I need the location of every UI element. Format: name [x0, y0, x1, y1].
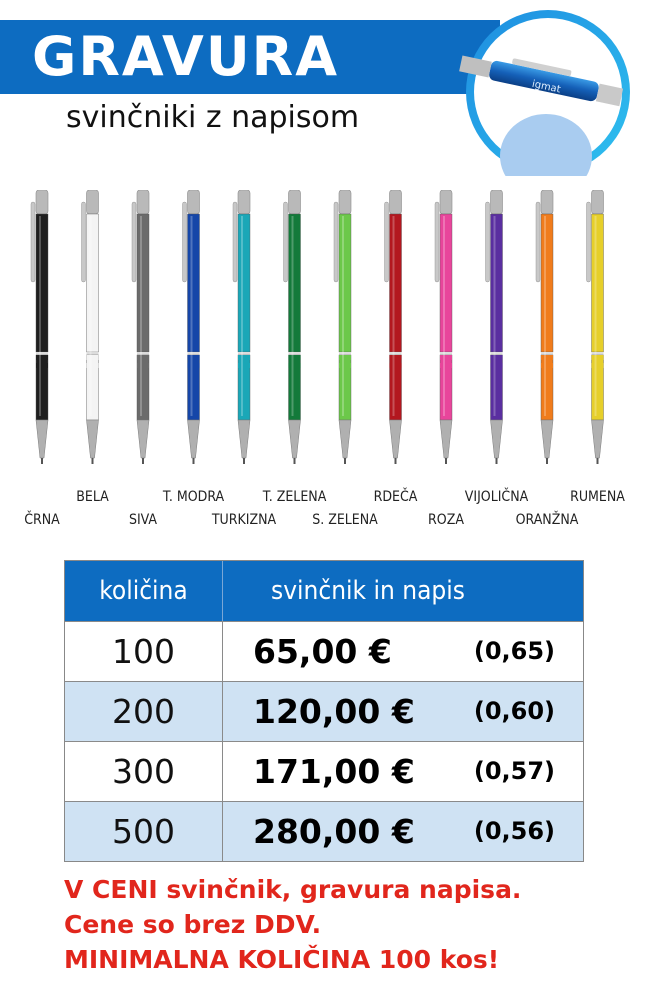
page-title: GRAVURA	[32, 25, 340, 88]
pen-label: RUMENA	[570, 489, 625, 505]
row-quantity: 100	[65, 622, 223, 681]
header-pen-and-text: svinčnik in napis	[271, 576, 465, 606]
row-price: 280,00 €	[253, 812, 415, 851]
table-row	[65, 681, 583, 741]
engraved-pen-badge	[448, 6, 644, 176]
pen-1	[82, 190, 99, 464]
pen-label: ČRNA	[24, 512, 60, 528]
pen-label: RDEČA	[373, 489, 418, 505]
table-row	[65, 801, 583, 861]
row-price: 171,00 €	[253, 752, 415, 791]
row-price: 120,00 €	[253, 692, 415, 731]
pen-row	[0, 190, 650, 490]
pen-9	[486, 190, 503, 464]
price-table	[64, 560, 584, 862]
row-unit-price: (0,65)	[473, 637, 555, 665]
pen-label: ORANŽNA	[515, 512, 579, 528]
pen-0	[31, 190, 48, 464]
note-minimum-quantity: MINIMALNA KOLIČINA 100 kos!	[64, 945, 500, 974]
note-price-includes: V CENI svinčnik, gravura napisa.	[64, 875, 522, 904]
pen-6	[334, 190, 351, 464]
header-quantity: količina	[65, 561, 223, 621]
row-quantity: 300	[65, 742, 223, 801]
page-subtitle: svinčniki z napisom	[66, 100, 360, 135]
row-quantity: 200	[65, 682, 223, 741]
pen-label: T. ZELENA	[262, 489, 327, 505]
table-row	[65, 621, 583, 681]
pen-label: BELA	[76, 489, 109, 505]
pen-label: VIJOLIČNA	[464, 489, 529, 505]
pen-colors	[0, 190, 650, 490]
pen-11	[587, 190, 604, 464]
row-unit-price: (0,57)	[473, 757, 555, 785]
pen-4	[233, 190, 250, 464]
pen-label: ROZA	[428, 512, 464, 528]
row-unit-price: (0,56)	[473, 817, 555, 845]
pen-3	[183, 190, 200, 464]
notes	[64, 872, 644, 977]
pen-10	[536, 190, 553, 464]
pen-label: TURKIZNA	[211, 512, 277, 528]
table-row	[65, 741, 583, 801]
pen-label: S. ZELENA	[312, 512, 378, 528]
row-price: 65,00 €	[253, 632, 392, 671]
pen-label: T. MODRA	[162, 489, 225, 505]
engraving-text: igmat	[530, 78, 562, 96]
pen-5	[284, 190, 301, 464]
row-quantity: 500	[65, 802, 223, 861]
pen-label: SIVA	[128, 512, 158, 528]
pen-2	[132, 190, 149, 464]
note-vat: Cene so brez DDV.	[64, 910, 322, 939]
pen-8	[435, 190, 452, 464]
table-header	[65, 561, 583, 621]
row-unit-price: (0,60)	[473, 697, 555, 725]
pen-7	[385, 190, 402, 464]
